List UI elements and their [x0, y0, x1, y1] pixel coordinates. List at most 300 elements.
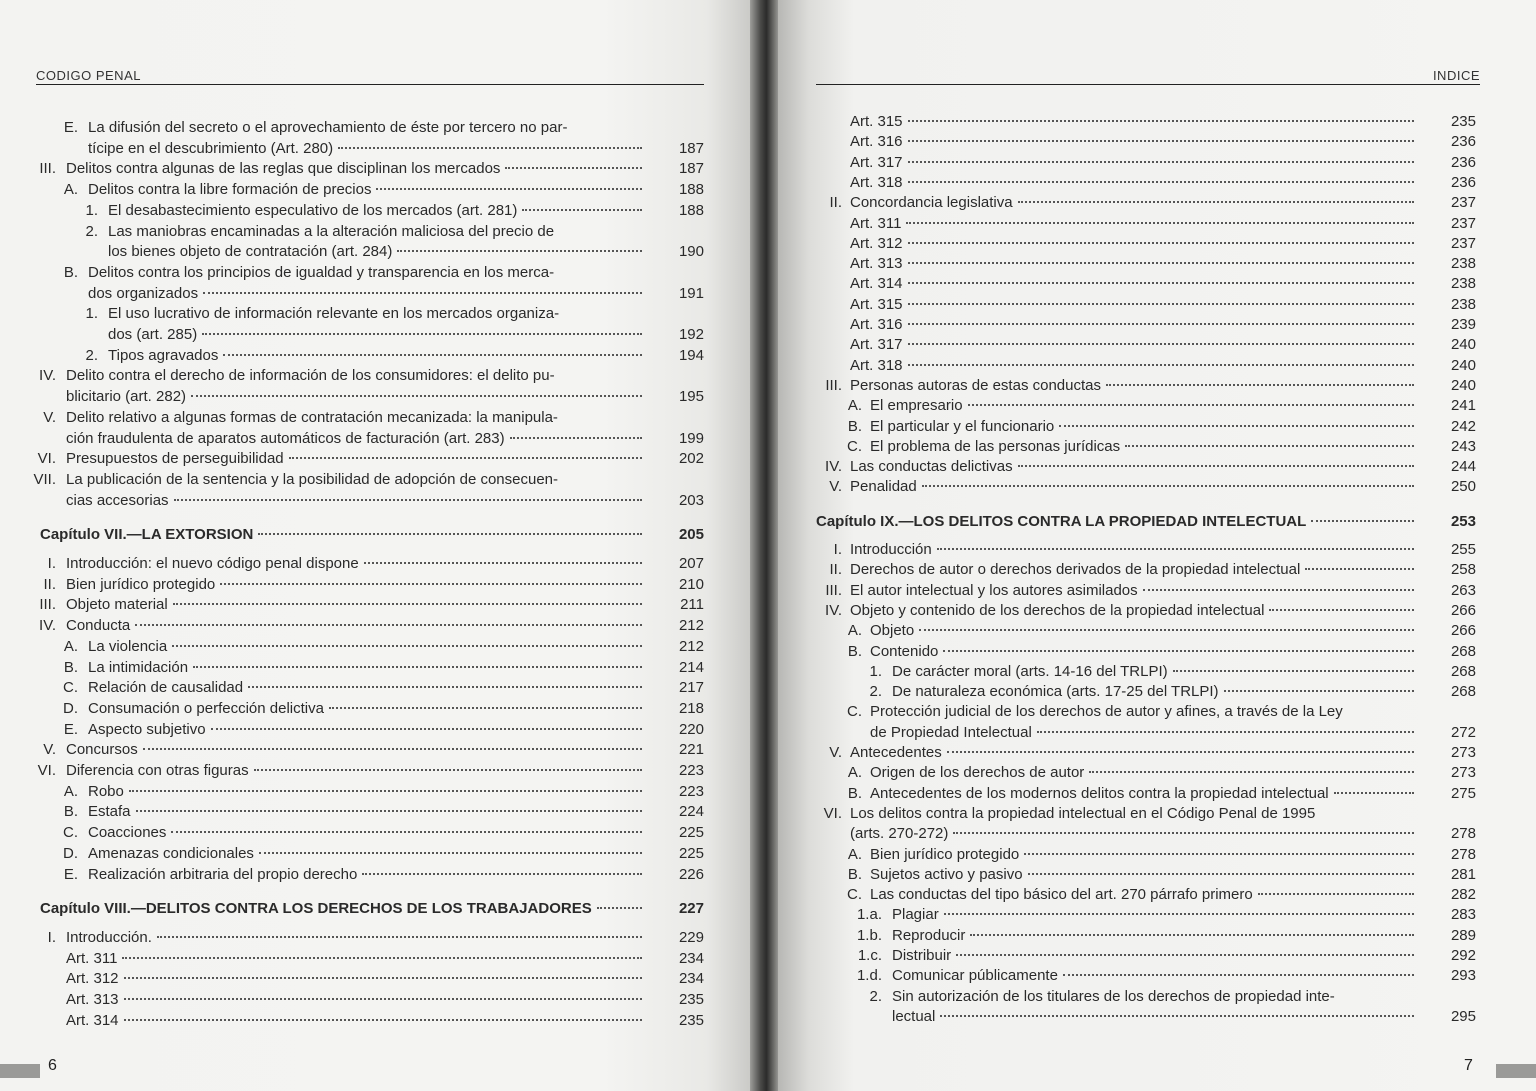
page-number: 6 [48, 1057, 57, 1074]
dot-leader [362, 873, 642, 875]
dot-leader [908, 242, 1414, 244]
right-page [778, 0, 1536, 1091]
toc-entry-title: Art. 311 [66, 949, 118, 967]
toc-entry-title: La intimidación [88, 658, 189, 676]
dot-leader [220, 583, 642, 585]
toc-entry-title: dos organizados [88, 284, 199, 302]
toc-page-number: 238 [1450, 295, 1476, 313]
toc-list [33, 0, 704, 1091]
toc-entry-title: lectual [892, 1007, 936, 1025]
toc-page-number: 236 [1450, 153, 1476, 171]
toc-page-number: 268 [1450, 642, 1476, 660]
dot-leader [1018, 201, 1414, 203]
toc-entry-title: El autor intelectual y los autores asimilados [850, 581, 1138, 599]
toc-entry-title: Concordancia legislativa [850, 194, 1013, 212]
toc-entry-title: Art. 313 [850, 255, 903, 273]
toc-page-number: 227 [678, 900, 704, 918]
toc-entry-number: IV. [825, 601, 842, 619]
toc-entry-number: III. [825, 376, 842, 394]
toc-entry-number: A. [63, 782, 78, 800]
toc-entry-number: 1. [869, 662, 882, 680]
dot-leader [397, 250, 642, 252]
toc-page-number: 220 [678, 720, 704, 738]
dot-leader [1334, 792, 1414, 794]
toc-page-number: 250 [1450, 478, 1476, 496]
toc-page-number: 225 [678, 824, 704, 842]
toc-page-number: 240 [1450, 376, 1476, 394]
toc-entry-number: B. [63, 658, 78, 676]
toc-entry-number: 1.c. [857, 947, 882, 964]
toc-entry-number: IV. [39, 367, 56, 385]
dot-leader [254, 769, 642, 771]
toc-entry-title: El desabastecimiento especulativo de los mercados (art. 281) [108, 201, 518, 219]
dot-leader [1269, 609, 1414, 611]
toc-entry-number: 2. [85, 346, 98, 364]
toc-entry-number: III. [39, 160, 56, 178]
dot-leader [908, 343, 1414, 345]
toc-entry-title: Art. 314 [850, 275, 903, 293]
dot-leader [1125, 445, 1414, 447]
toc-entry-number: VI. [823, 804, 842, 822]
toc-entry-title: ción fraudulenta de aparatos automáticos de facturación (art. 283) [66, 429, 505, 447]
dot-leader [171, 831, 642, 833]
toc-entry-title: Art. 317 [850, 153, 903, 171]
toc-entry-title: dos (art. 285) [108, 326, 198, 343]
chapter-title: Capítulo IX.—LOS DELITOS CONTRA LA PROPIEDAD INTELECTUAL [816, 512, 1307, 530]
toc-page-number: 266 [1450, 622, 1476, 640]
toc-page-number: 253 [1450, 512, 1476, 530]
toc-entry-number: E. [63, 119, 78, 136]
dot-leader [223, 354, 642, 356]
toc-entry-number: V. [829, 478, 842, 496]
toc-entry-title: Realización arbitraria del propio derecho [88, 865, 358, 883]
toc-entry-title: Presupuestos de perseguibilidad [66, 450, 284, 468]
toc-page-number: 273 [1450, 764, 1476, 782]
toc-page-number: 239 [1450, 316, 1476, 333]
toc-entry-number: VI. [37, 450, 56, 468]
toc-page-number: 235 [1450, 113, 1476, 130]
toc-entry-number: B. [63, 263, 78, 281]
toc-entry-number: I. [833, 541, 842, 558]
left-page [0, 0, 752, 1091]
toc-page-number: 236 [1450, 133, 1476, 151]
toc-page-number: 263 [1450, 581, 1476, 599]
toc-entry-title: Conducta [66, 617, 131, 635]
toc-entry-number: 1.a. [856, 906, 882, 924]
toc-entry-number: I. [47, 555, 56, 572]
dot-leader [124, 1019, 642, 1021]
toc-page-number: 218 [678, 699, 704, 717]
toc-entry-number: C. [63, 824, 78, 842]
toc-entry-number: III. [39, 596, 56, 614]
toc-entry-number: 1.b. [856, 926, 882, 944]
toc-page-number: 242 [1450, 417, 1476, 435]
toc-entry-title: Tipos agravados [108, 346, 219, 364]
dot-leader [919, 629, 1414, 631]
toc-page-number: 236 [1450, 173, 1476, 191]
toc-entry-number: II. [829, 194, 842, 212]
toc-entry-number: V. [43, 741, 56, 759]
dot-leader [157, 936, 642, 938]
toc-page-number: 214 [678, 658, 704, 676]
toc-entry-title: Plagiar [892, 906, 939, 924]
toc-entry-title: Bien jurídico protegido [870, 845, 1020, 863]
toc-page-number: 223 [678, 762, 704, 779]
dot-leader [1018, 465, 1414, 467]
toc-page-number: 244 [1450, 458, 1476, 476]
toc-entry-number: 1. [85, 305, 98, 323]
dot-leader [338, 147, 642, 149]
dot-leader [908, 282, 1414, 284]
toc-page-number: 202 [678, 450, 704, 468]
toc-entry-title: Concursos [66, 741, 138, 759]
dot-leader [1305, 568, 1414, 570]
toc-entry-title: Objeto material [66, 596, 168, 614]
toc-page-number: 273 [1450, 744, 1476, 761]
toc-page-number: 238 [1450, 275, 1476, 293]
toc-page-number: 282 [1450, 886, 1476, 904]
chapter-title: Capítulo VII.—LA EXTORSION [40, 526, 254, 544]
toc-entry-title: El uso lucrativo de información relevante en los mercados organiza- [108, 305, 560, 323]
dot-leader [953, 832, 1414, 834]
toc-entry-title: Introducción: el nuevo código penal dispone [66, 555, 359, 572]
toc-entry-number: B. [847, 417, 862, 435]
dot-leader [174, 499, 642, 501]
toc-entry-title: Amenazas condicionales [88, 844, 254, 862]
toc-entry-number: A. [63, 181, 78, 199]
chapter-title: Capítulo VIII.—DELITOS CONTRA LOS DERECHOS DE LOS TRABAJADORES [40, 900, 592, 918]
toc-entry-number: VII. [33, 470, 56, 488]
toc-entry-title: Art. 312 [850, 234, 903, 252]
toc-entry-number: C. [847, 437, 862, 455]
toc-entry-title: Delito contra el derecho de información de los consumidores: el delito pu- [66, 367, 555, 385]
dot-leader [908, 181, 1414, 183]
toc-page-number: 235 [678, 1011, 704, 1029]
dot-leader [510, 437, 642, 439]
toc-page-number: 272 [1450, 723, 1476, 741]
book-spine [750, 0, 780, 1091]
dot-leader [124, 998, 642, 1000]
folio-bar [0, 1064, 40, 1078]
dot-leader [908, 262, 1414, 264]
dot-leader [1024, 853, 1414, 855]
dot-leader [908, 140, 1414, 142]
toc-entry-title: Derechos de autor o derechos derivados de la propiedad intelectual [850, 561, 1301, 579]
toc-page-number: 194 [678, 346, 704, 364]
toc-page-number: 211 [680, 596, 704, 614]
toc-entry-number: II. [43, 575, 56, 593]
dot-leader [329, 707, 642, 709]
toc-entry-title: Sujetos activo y pasivo [870, 865, 1023, 883]
toc-entry-title: Objeto [870, 622, 915, 640]
toc-entry-number: B. [847, 865, 862, 883]
toc-entry-title: Art. 315 [850, 113, 903, 130]
dot-leader [1258, 893, 1414, 895]
dot-leader [943, 650, 1414, 652]
toc-entry-title: cias accesorias [66, 491, 169, 509]
toc-page-number: 229 [678, 928, 704, 946]
dot-leader [259, 852, 642, 854]
toc-entry-title: Distribuir [892, 947, 952, 964]
toc-entry-title: blicitario (art. 282) [66, 388, 187, 406]
toc-entry-number: 2. [85, 222, 98, 240]
toc-entry-number: D. [63, 699, 78, 717]
toc-page-number: 243 [1450, 437, 1476, 455]
toc-entry-number: B. [847, 784, 862, 802]
toc-page-number: 295 [1450, 1007, 1476, 1025]
dot-leader [376, 188, 642, 190]
toc-page-number: 226 [678, 865, 704, 883]
toc-page-number: 234 [678, 970, 704, 988]
toc-page-number: 240 [1450, 356, 1476, 374]
toc-page-number: 207 [678, 555, 704, 572]
toc-entry-title: Reproducir [892, 926, 966, 944]
dot-leader [908, 323, 1414, 325]
dot-leader [908, 303, 1414, 305]
dot-leader [937, 548, 1414, 550]
dot-leader [922, 485, 1414, 487]
dot-leader [124, 977, 642, 979]
toc-page-number: 221 [678, 741, 704, 759]
toc-page-number: 203 [678, 491, 704, 509]
dot-leader [129, 790, 642, 792]
dot-leader [193, 666, 642, 668]
toc-entry-title: Contenido [870, 642, 939, 660]
toc-page-number: 240 [1450, 336, 1476, 354]
toc-page-number: 268 [1450, 662, 1476, 680]
toc-entry-title: Las conductas delictivas [850, 458, 1013, 476]
toc-entry-title: Art. 313 [66, 991, 119, 1008]
toc-entry-number: B. [63, 803, 78, 821]
toc-entry-title: Art. 318 [850, 173, 903, 191]
toc-page-number: 266 [1450, 601, 1476, 619]
toc-list [816, 0, 1476, 1091]
toc-entry-number: III. [825, 581, 842, 599]
toc-entry-number: D. [63, 844, 78, 862]
toc-page-number: 289 [1450, 926, 1476, 944]
dot-leader [289, 457, 642, 459]
toc-entry-title: El particular y el funcionario [870, 417, 1055, 435]
toc-entry-title: Introducción [850, 541, 932, 558]
dot-leader [1311, 520, 1414, 522]
dot-leader [1028, 873, 1414, 875]
toc-entry-title: Antecedentes [850, 744, 942, 761]
toc-entry-title: La publicación de la sentencia y la posibilidad de adopción de consecuen- [66, 470, 559, 488]
toc-entry-title: La difusión del secreto o el aprovechamiento de éste por tercero no par- [88, 119, 568, 136]
running-head: INDICE [1432, 68, 1480, 83]
toc-entry-title: La violencia [88, 637, 168, 655]
toc-entry-number: VI. [37, 762, 56, 779]
toc-entry-title: Delitos contra los principios de igualdad y transparencia en los merca- [88, 263, 555, 281]
toc-page-number: 278 [1450, 845, 1476, 863]
dot-leader [908, 120, 1414, 122]
toc-page-number: 292 [1450, 947, 1476, 964]
toc-entry-number: A. [847, 764, 862, 782]
toc-page-number: 224 [678, 803, 704, 821]
toc-entry-title: Los delitos contra la propiedad intelectual en el Código Penal de 1995 [850, 804, 1316, 822]
toc-entry-title: De naturaleza económica (arts. 17-25 del TRLPI) [892, 683, 1219, 701]
toc-entry-number: B. [847, 642, 862, 660]
toc-page-number: 210 [678, 575, 704, 593]
dot-leader [1059, 425, 1414, 427]
toc-page-number: 293 [1450, 967, 1476, 985]
toc-entry-number: A. [847, 845, 862, 863]
dot-leader [947, 751, 1414, 753]
toc-entry-number: 2. [869, 683, 882, 701]
dot-leader [1173, 670, 1414, 672]
dot-leader [906, 222, 1414, 224]
dot-leader [970, 934, 1414, 936]
toc-entry-title: Delito relativo a algunas formas de contratación mecanizada: la manipula- [66, 408, 558, 426]
toc-page-number: 223 [678, 782, 704, 800]
toc-page-number: 237 [1450, 214, 1476, 232]
dot-leader [173, 603, 642, 605]
toc-entry-title: Origen de los derechos de autor [870, 764, 1085, 782]
toc-entry-number: V. [43, 408, 56, 426]
dot-leader [940, 1015, 1414, 1017]
dot-leader [191, 395, 642, 397]
toc-page-number: 212 [678, 637, 704, 655]
toc-entry-number: E. [63, 865, 78, 883]
toc-entry-number: C. [847, 886, 862, 904]
toc-page-number: 281 [1450, 865, 1476, 883]
toc-entry-title: Art. 312 [66, 970, 119, 988]
toc-entry-number: A. [847, 397, 862, 415]
toc-entry-number: 1. [85, 201, 98, 219]
toc-entry-title: Las maniobras encaminadas a la alteración maliciosa del precio de [108, 222, 555, 240]
dot-leader [1037, 731, 1414, 733]
toc-page-number: 241 [1450, 397, 1476, 415]
dot-leader [1063, 974, 1414, 976]
toc-page-number: 187 [678, 160, 704, 178]
dot-leader [522, 209, 642, 211]
dot-leader [908, 161, 1414, 163]
toc-page-number: 238 [1450, 255, 1476, 273]
running-head: CODIGO PENAL [36, 68, 141, 83]
dot-leader [908, 364, 1414, 366]
toc-entry-number: 1.d. [856, 967, 882, 985]
dot-leader [968, 404, 1414, 406]
dot-leader [202, 333, 642, 335]
toc-page-number: 275 [1450, 784, 1476, 802]
toc-entry-title: Art. 311 [850, 214, 902, 232]
toc-entry-title: Diferencia con otras figuras [66, 762, 249, 779]
toc-page-number: 192 [678, 326, 704, 343]
toc-page-number: 283 [1450, 906, 1476, 924]
toc-entry-number: C. [847, 703, 862, 721]
toc-entry-number: II. [829, 561, 842, 579]
dot-leader [956, 954, 1414, 956]
toc-entry-title: Introducción. [66, 928, 152, 946]
toc-page-number: 217 [678, 679, 704, 697]
toc-page-number: 255 [1450, 541, 1476, 558]
toc-entry-title: Art. 316 [850, 316, 903, 333]
toc-page-number: 258 [1450, 561, 1476, 579]
toc-page-number: 190 [678, 243, 704, 261]
toc-entry-title: Delitos contra algunas de las reglas que disciplinan los mercados [66, 160, 501, 178]
toc-entry-title: Art. 315 [850, 295, 903, 313]
folio-bar [1496, 1064, 1536, 1078]
toc-entry-title: Objeto y contenido de los derechos de la propiedad intelectual [850, 601, 1265, 619]
toc-entry-title: Relación de causalidad [88, 679, 244, 697]
dot-leader [203, 292, 642, 294]
toc-entry-title: (arts. 270-272) [850, 825, 949, 843]
toc-page-number: 191 [678, 284, 704, 302]
toc-entry-title: de Propiedad Intelectual [870, 723, 1032, 741]
toc-entry-title: Antecedentes de los modernos delitos contra la propiedad intelectual [870, 784, 1329, 802]
dot-leader [258, 533, 642, 535]
toc-entry-title: Delitos contra la libre formación de precios [88, 181, 372, 199]
dot-leader [135, 624, 642, 626]
toc-page-number: 268 [1450, 683, 1476, 701]
toc-page-number: 237 [1450, 234, 1476, 252]
toc-entry-title: Protección judicial de los derechos de autor y afines, a través de la Ley [870, 703, 1343, 721]
toc-page-number: 199 [678, 429, 704, 447]
dot-leader [944, 913, 1414, 915]
toc-page-number: 188 [678, 181, 704, 199]
dot-leader [136, 810, 642, 812]
toc-entry-title: Art. 318 [850, 356, 903, 374]
toc-entry-title: tícipe en el descubrimiento (Art. 280) [88, 139, 334, 157]
toc-entry-number: IV. [39, 617, 56, 635]
toc-page-number: 225 [678, 844, 704, 862]
toc-entry-title: Art. 317 [850, 336, 903, 354]
toc-page-number: 188 [678, 201, 704, 219]
toc-entry-title: Las conductas del tipo básico del art. 270 párrafo primero [870, 886, 1253, 904]
toc-page-number: 195 [678, 388, 704, 406]
toc-page-number: 205 [678, 526, 704, 544]
toc-entry-title: El empresario [870, 397, 963, 415]
toc-entry-number: I. [47, 928, 56, 946]
dot-leader [1224, 690, 1414, 692]
dot-leader [1106, 384, 1414, 386]
toc-entry-title: El problema de las personas jurídicas [870, 437, 1121, 455]
toc-entry-title: Sin autorización de los titulares de los derechos de propiedad inte- [892, 987, 1335, 1005]
toc-page-number: 278 [1450, 825, 1476, 843]
toc-page-number: 237 [1450, 194, 1476, 212]
toc-entry-number: E. [63, 720, 78, 738]
toc-entry-title: Robo [88, 782, 124, 800]
toc-entry-number: 2. [869, 987, 882, 1005]
toc-entry-title: Art. 314 [66, 1011, 119, 1029]
toc-entry-title: Comunicar públicamente [892, 967, 1058, 985]
dot-leader [248, 686, 642, 688]
toc-page-number: 235 [678, 991, 704, 1008]
toc-entry-title: Penalidad [850, 478, 917, 496]
toc-entry-title: Consumación o perfección delictiva [88, 699, 324, 717]
toc-entry-title: Estafa [88, 803, 131, 821]
toc-entry-title: Art. 316 [850, 133, 903, 151]
toc-entry-number: A. [63, 637, 78, 655]
dot-leader [597, 907, 642, 909]
toc-entry-title: Aspecto subjetivo [88, 720, 206, 738]
dot-leader [1143, 589, 1414, 591]
dot-leader [172, 645, 642, 647]
toc-entry-number: IV. [825, 458, 842, 476]
toc-entry-title: Bien jurídico protegido [66, 575, 216, 593]
dot-leader [1089, 771, 1414, 773]
dot-leader [122, 957, 642, 959]
page-number: 7 [1464, 1057, 1473, 1074]
toc-page-number: 234 [678, 949, 704, 967]
toc-page-number: 187 [678, 139, 704, 157]
dot-leader [505, 167, 642, 169]
toc-entry-title: Coacciones [88, 824, 167, 842]
toc-entry-title: los bienes objeto de contratación (art. 284) [108, 243, 393, 261]
dot-leader [211, 728, 642, 730]
toc-entry-title: De carácter moral (arts. 14-16 del TRLPI) [892, 662, 1168, 680]
toc-entry-number: V. [829, 744, 842, 761]
